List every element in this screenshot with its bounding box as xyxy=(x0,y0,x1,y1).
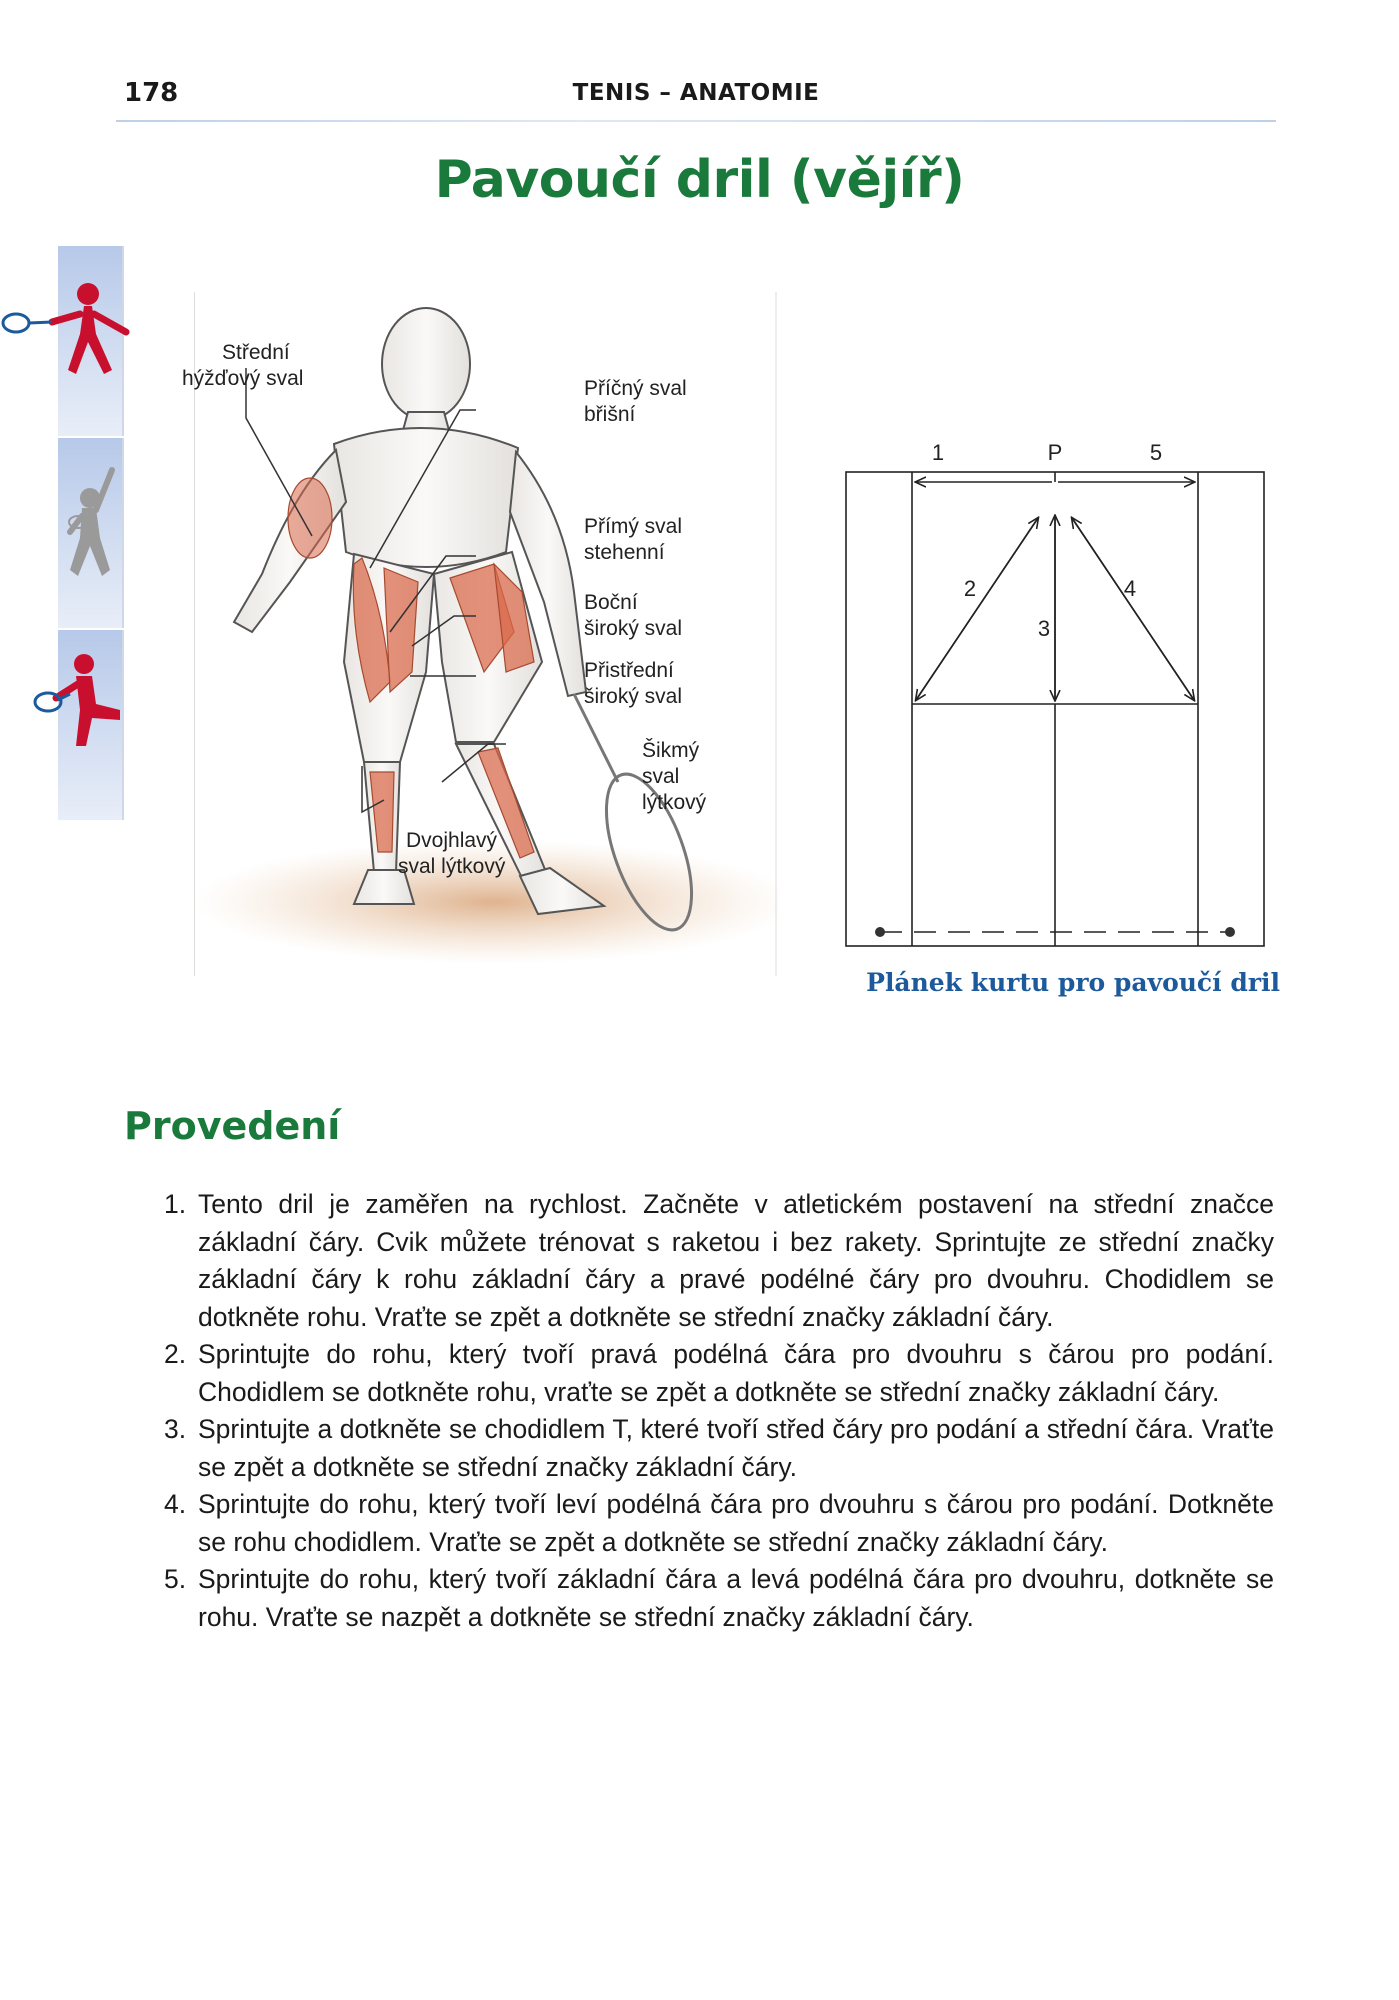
list-item xyxy=(164,1411,1274,1486)
page-header xyxy=(116,76,1276,122)
label-line: břišní xyxy=(584,403,636,426)
anatomy-figure xyxy=(182,292,778,976)
label-line: široký sval xyxy=(584,685,683,708)
side-icons xyxy=(0,270,140,770)
label-line: Střední xyxy=(222,341,290,364)
label-line: široký sval xyxy=(584,617,683,640)
step-text: Sprintujte do rohu, který tvoří leví podélná čára pro dvouhru s čárou pro podání. Dotkněte se rohu chodidlem. Vraťte se zpět a dotkněte se střední značky základní čáry. xyxy=(198,1489,1274,1557)
list-item xyxy=(164,1186,1274,1336)
step-number: 2. xyxy=(164,1339,187,1369)
tennis-player-lunge-icon xyxy=(56,654,120,746)
label-vastus-lateralis xyxy=(584,590,682,642)
list-item xyxy=(164,1336,1274,1411)
court-label-5: 5 xyxy=(1149,440,1163,465)
label-vastus-medialis xyxy=(584,658,682,710)
court-label-p: P xyxy=(1047,440,1063,465)
header-rule xyxy=(116,120,1276,122)
step-number: 4. xyxy=(164,1489,187,1519)
label-soleus xyxy=(642,738,706,816)
human-body xyxy=(234,308,604,914)
court-arrows xyxy=(916,482,1194,700)
label-line: sval lýtkový xyxy=(398,855,506,878)
label-line: stehenní xyxy=(584,541,665,564)
label-line: Příčný sval xyxy=(584,377,687,400)
step-number: 1. xyxy=(164,1189,187,1219)
court-label-2: 2 xyxy=(963,576,977,601)
step-text: Tento dril je zaměřen na rychlost. Začněte v atletickém postavení na střední značce základní čáry. Cvik můžete trénovat s raketou i bez rakety. Sprintujte ze střední značky základní čáry k rohu základní čáry a pravé podélné čáry pro dvouhru. Chodidlem se dotkněte rohu. Vraťte se zpět a dotkněte se střední značky základní čáry. xyxy=(198,1189,1274,1332)
court-label-1: 1 xyxy=(931,440,945,465)
label-line: hýžďový sval xyxy=(182,367,304,390)
label-line: sval xyxy=(642,765,680,788)
label-line: Dvojhlavý xyxy=(406,829,498,852)
court-labels xyxy=(932,440,1162,641)
tennis-player-icon xyxy=(52,283,126,374)
start-marker-right xyxy=(1225,927,1235,937)
list-item xyxy=(164,1486,1274,1561)
label-transversus xyxy=(584,376,687,428)
label-line: Přímý sval xyxy=(584,515,683,538)
label-gluteus-medius-2 xyxy=(182,366,303,392)
tennis-player-serve-icon xyxy=(69,470,112,576)
step-text: Sprintujte do rohu, který tvoří základní čára a levá podélná čára pro dvouhru, dotkněte se rohu. Vraťte se nazpět a dotkněte se střední značky základní čáry. xyxy=(198,1564,1274,1632)
label-line: Přistřední xyxy=(584,659,674,682)
step-text: Sprintujte do rohu, který tvoří pravá podélná čára pro dvouhru s čárou pro podání. Chodidlem se dotkněte rohu, vraťte se zpět a dotkněte se střední značky základní čáry. xyxy=(198,1339,1274,1407)
label-line: Šikmý xyxy=(642,739,700,762)
label-rectus-femoris xyxy=(584,514,682,566)
court-svg xyxy=(830,438,1280,958)
label-line: lýtkový xyxy=(642,791,707,814)
step-number: 3. xyxy=(164,1414,187,1444)
racket-icon xyxy=(3,314,52,332)
page-title: Pavoučí dril (vějíř) xyxy=(434,150,965,210)
label-gastrocnemius xyxy=(398,828,505,880)
step-text: Sprintujte a dotkněte se chodidlem T, které tvoří střed čáry pro podání a střední čára. Vraťte se zpět a dotkněte se střední značky základní čáry. xyxy=(198,1414,1274,1482)
list-item xyxy=(164,1561,1274,1636)
court-caption: Plánek kurtu pro pavoučí dril xyxy=(866,968,1280,997)
court-diagram xyxy=(830,438,1280,958)
start-marker-left xyxy=(875,927,885,937)
steps-list xyxy=(164,1186,1274,1636)
court-label-4: 4 xyxy=(1123,576,1137,601)
section-heading: Provedení xyxy=(124,1104,341,1148)
racket-icon-2 xyxy=(35,693,70,711)
label-gluteus-medius xyxy=(222,340,290,366)
running-title: TENIS – ANATOMIE xyxy=(572,80,820,106)
page-number: 178 xyxy=(124,78,179,108)
step-number: 5. xyxy=(164,1564,187,1594)
court-label-3: 3 xyxy=(1037,616,1051,641)
label-line: Boční xyxy=(584,591,638,614)
